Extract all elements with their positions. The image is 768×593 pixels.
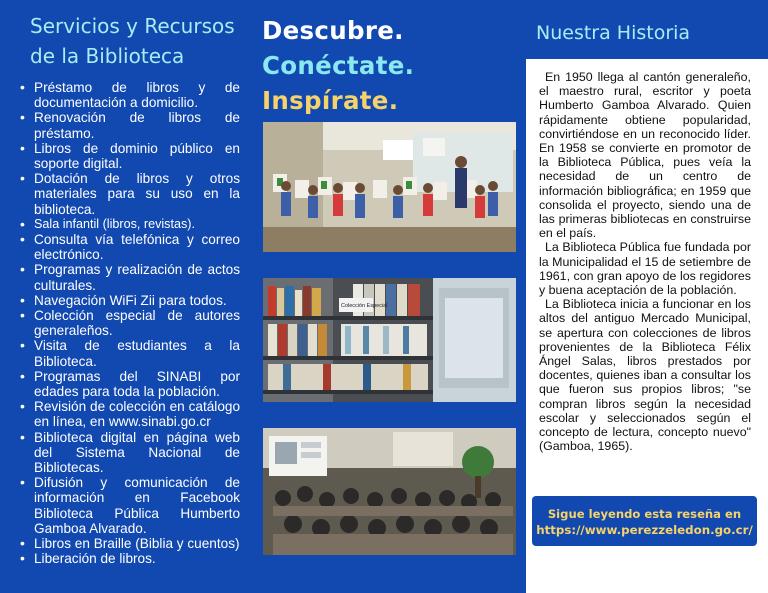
history-text — [539, 70, 751, 453]
children-activity-photo — [263, 122, 516, 252]
read-more-box — [532, 496, 757, 546]
photos-panel — [258, 0, 526, 593]
bookshelves-photo — [263, 278, 516, 402]
service-item: • Biblioteca digital en página web del Sistema Nacional de Bibliotecas. — [18, 430, 240, 476]
service-item: • Sala infantil (libros, revistas). — [18, 217, 240, 232]
service-item: • Renovación de libros de préstamo. — [18, 110, 240, 140]
service-item: • Revisión de colección en catálogo en línea, en www.sinabi.go.cr — [18, 399, 240, 429]
shelf-sign: Colección Especial — [341, 303, 388, 309]
history-header — [526, 0, 768, 59]
read-more-link[interactable]: https://www.perezzeledon.go.cr/ — [536, 523, 753, 537]
history-panel — [526, 0, 768, 593]
service-item: • Liberación de libros. — [18, 551, 240, 566]
services-title — [30, 11, 250, 71]
service-item: • Consulta vía telefónica y correo electrónico. — [18, 232, 240, 262]
service-item: • Préstamo de libros y de documentación a domicilio. — [18, 80, 240, 110]
services-list — [18, 80, 240, 567]
service-item: • Dotación de libros y otros materiales para su uso en la biblioteca. — [18, 171, 240, 217]
service-item: • Programas y realización de actos culturales. — [18, 262, 240, 292]
history-paragraph: La Biblioteca Pública fue fundada por la Municipalidad el 15 de setiembre de 1961, con gran apoyo de los regidores y buena aceptación de la población. — [539, 240, 751, 298]
slogan-connect: Conéctate. — [262, 51, 415, 80]
slogan-inspire: Inspírate. — [262, 86, 399, 115]
service-item: • Libros de dominio público en soporte digital. — [18, 141, 240, 171]
service-item: • Navegación WiFi Zii para todos. — [18, 293, 240, 308]
service-item: • Libros en Braille (Biblia y cuentos) — [18, 536, 240, 551]
history-heading: Nuestra Historia — [536, 22, 691, 44]
read-more-label: Sigue leyendo esta reseña en — [547, 507, 742, 521]
service-item: • Programas del SINABI por edades para toda la población. — [18, 369, 240, 399]
service-item: • Colección especial de autores generaleños. — [18, 308, 240, 338]
services-title-line2: de la Biblioteca — [30, 44, 185, 68]
service-item: • Visita de estudiantes a la Biblioteca. — [18, 338, 240, 368]
history-paragraph: En 1950 llega al cantón generaleño, el maestro rural, escritor y poeta Humberto Gamboa Alvarado. Quien rápidamente obtiene popularidad, convirtiéndose en un reconocido líder. En 1958 se convierte en promotor de la Biblioteca Pública, pues veía la necesidad de un centro de información bibliográfica; en 1959 que consolida el proyecto, siendo una de las primeras bibliotecas en construirse en el país. — [539, 70, 751, 241]
services-title-line1: Servicios y Recursos — [30, 14, 235, 38]
services-panel — [0, 0, 258, 593]
slogan-discover: Descubre. — [262, 16, 404, 45]
service-item: • Difusión y comunicación de información en Facebook Biblioteca Pública Humberto Gamboa Alvarado. — [18, 475, 240, 536]
history-paragraph: La Biblioteca inicia a funcionar en los altos del antiguo Mercado Municipal, se apertura con colecciones de libros provenientes de la Biblioteca Félix Ángel Salas, libros prestados por docentes, quienes iban a consultar los que fueron sus propios libros; "se compran libros según la necesidad escolar y seleccionados según el concepto de lectura, concepto nuevo" (Gamboa, 1965). — [539, 297, 751, 454]
event-audience-photo — [263, 428, 516, 555]
